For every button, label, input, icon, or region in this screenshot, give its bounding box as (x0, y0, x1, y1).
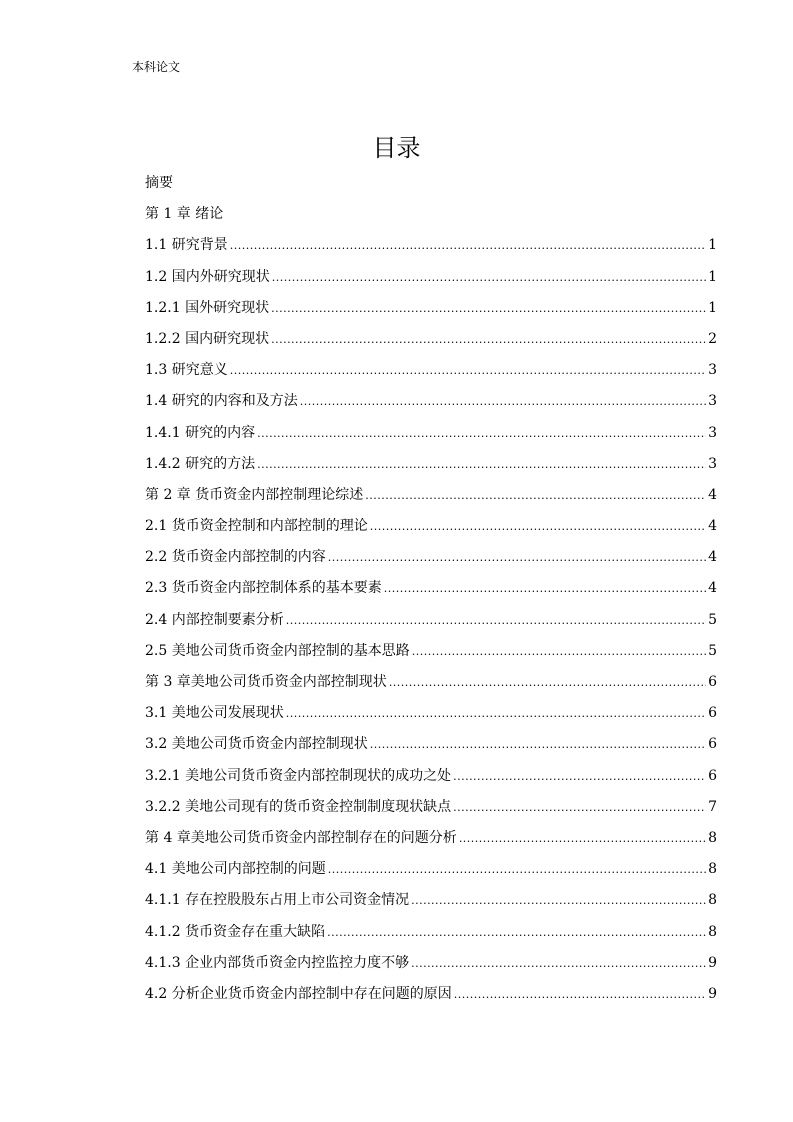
toc-entry[interactable] (145, 636, 717, 667)
dot-leader (257, 418, 706, 449)
toc-entry[interactable] (145, 386, 717, 417)
toc-entry[interactable] (145, 542, 717, 573)
toc-entry-label: 3.2 美地公司货币资金内部控制现状 (145, 736, 368, 753)
toc-entry-label: 2.4 内部控制要素分析 (145, 611, 284, 628)
toc-entry-label: 2.5 美地公司货币资金内部控制的基本思路 (145, 642, 410, 659)
toc-entry-page-number: 1 (708, 268, 717, 285)
toc-entry-label: 4.1 美地公司内部控制的问题 (145, 861, 326, 878)
toc-entry-label: 1.2.1 国外研究现状 (145, 299, 270, 316)
toc-entry-page-number: 4 (708, 580, 717, 597)
dot-leader (453, 761, 706, 792)
toc-entry[interactable] (145, 230, 717, 261)
toc-entry-page-number: 5 (708, 642, 717, 659)
toc-entry-page-number: 8 (708, 861, 717, 878)
dot-leader (230, 355, 706, 386)
toc-entry[interactable] (145, 480, 717, 511)
toc-entry[interactable] (145, 449, 717, 480)
toc-entry-label: 1.4.1 研究的内容 (145, 424, 256, 441)
toc-entry-label: 第 3 章美地公司货币资金内部控制现状 (145, 674, 387, 690)
toc-entry-page-number: 1 (708, 299, 717, 316)
toc-entry-page-number: 5 (708, 611, 717, 628)
dot-leader (328, 854, 706, 885)
running-header: 本科论文 (132, 60, 181, 74)
toc-entry[interactable] (145, 262, 717, 293)
toc-entry[interactable] (145, 293, 717, 324)
toc-entry[interactable] (145, 792, 717, 823)
toc-entry[interactable] (145, 917, 717, 948)
toc-entry-label: 第 1 章 绪论 (145, 206, 224, 223)
toc-entry-label: 2.2 货币资金内部控制的内容 (145, 549, 326, 566)
toc-entry[interactable] (145, 667, 717, 698)
dot-leader (300, 386, 706, 417)
dot-leader (411, 885, 706, 916)
toc-entry-page-number: 6 (708, 705, 717, 722)
toc-entry-label: 3.1 美地公司发展现状 (145, 705, 284, 722)
toc-entry[interactable] (145, 854, 717, 885)
toc-entry[interactable] (145, 761, 717, 792)
toc-entry-label: 1.2.2 国内研究现状 (145, 330, 270, 347)
toc-entry-page-number: 3 (708, 393, 717, 410)
toc-entry[interactable] (145, 729, 717, 760)
toc-entry-page-number: 3 (708, 455, 717, 472)
toc-entry-label: 2.3 货币资金内部控制体系的基本要素 (145, 580, 382, 597)
dot-leader (286, 698, 706, 729)
toc-entry-label: 4.2 分析企业货币资金内部控制中存在问题的原因 (145, 985, 452, 1002)
toc-entry[interactable] (145, 885, 717, 916)
toc-entry-page-number: 8 (708, 923, 717, 940)
dot-leader (453, 792, 706, 823)
toc-entry-page-number: 3 (708, 362, 717, 379)
toc-entry-page-number: 9 (708, 954, 717, 971)
toc-entry-label: 3.2.2 美地公司现有的货币资金控制制度现状缺点 (145, 798, 452, 815)
toc-entry-label: 1.3 研究意义 (145, 362, 228, 379)
dot-leader (459, 823, 706, 854)
toc-entry[interactable] (145, 605, 717, 636)
dot-leader (327, 917, 706, 948)
dot-leader (412, 636, 706, 667)
toc-entry-page-number: 7 (708, 798, 717, 815)
dot-leader (389, 667, 706, 698)
toc-entry-label: 3.2.1 美地公司货币资金内部控制现状的成功之处 (145, 767, 452, 784)
toc-entry-page-number: 4 (708, 518, 717, 535)
dot-leader (370, 729, 706, 760)
dot-leader (271, 293, 706, 324)
dot-leader (271, 324, 706, 355)
toc-entry[interactable] (145, 168, 717, 199)
dot-leader (454, 979, 706, 1010)
toc-entry[interactable] (145, 199, 717, 230)
toc-entry-page-number: 4 (708, 486, 717, 503)
dot-leader (272, 262, 706, 293)
dot-leader (257, 449, 706, 480)
toc-entry-page-number: 2 (708, 330, 717, 347)
dot-leader (365, 480, 706, 511)
toc-entry[interactable] (145, 948, 717, 979)
toc-entry-label: 第 2 章 货币资金内部控制理论综述 (145, 486, 364, 503)
toc-entry-label: 1.1 研究背景 (145, 237, 228, 254)
toc-entry-page-number: 6 (708, 674, 717, 690)
toc-entry-label: 1.4.2 研究的方法 (145, 455, 256, 472)
toc-entry-label: 4.1.1 存在控股股东占用上市公司资金情况 (145, 892, 410, 909)
toc-entry-page-number: 6 (708, 736, 717, 753)
toc-entry-label: 1.4 研究的内容和及方法 (145, 393, 298, 410)
toc-entry-page-number: 8 (708, 892, 717, 909)
toc-entry-label: 第 4 章美地公司货币资金内部控制存在的问题分析 (145, 829, 457, 846)
dot-leader (384, 573, 706, 604)
dot-leader (411, 948, 706, 979)
toc-entry-label: 4.1.3 企业内部货币资金内控监控力度不够 (145, 954, 410, 971)
toc-entry-page-number: 1 (708, 237, 717, 254)
toc-entry-label: 1.2 国内外研究现状 (145, 268, 270, 285)
toc-entry-label: 2.1 货币资金控制和内部控制的理论 (145, 518, 368, 535)
dot-leader (370, 511, 706, 542)
toc-entry[interactable] (145, 698, 717, 729)
toc-entry[interactable] (145, 511, 717, 542)
toc-entry-page-number: 8 (708, 829, 717, 846)
toc-entry[interactable] (145, 573, 717, 604)
page-title: 目录 (372, 134, 421, 162)
toc-entry-label: 摘要 (145, 175, 173, 191)
dot-leader (286, 605, 706, 636)
dot-leader (230, 230, 706, 261)
toc-entry[interactable] (145, 355, 717, 386)
toc-entry-page-number: 6 (708, 767, 717, 784)
toc-entry[interactable] (145, 324, 717, 355)
toc-entry[interactable] (145, 418, 717, 449)
toc-entry-label: 4.1.2 货币资金存在重大缺陷 (145, 923, 326, 940)
toc-entry-page-number: 3 (708, 424, 717, 441)
toc-entry[interactable] (145, 823, 717, 854)
dot-leader (328, 542, 706, 573)
toc-entry-page-number: 4 (708, 549, 717, 566)
toc-entry-page-number: 9 (708, 985, 717, 1002)
table-of-contents (145, 168, 717, 1010)
toc-entry[interactable] (145, 979, 717, 1010)
